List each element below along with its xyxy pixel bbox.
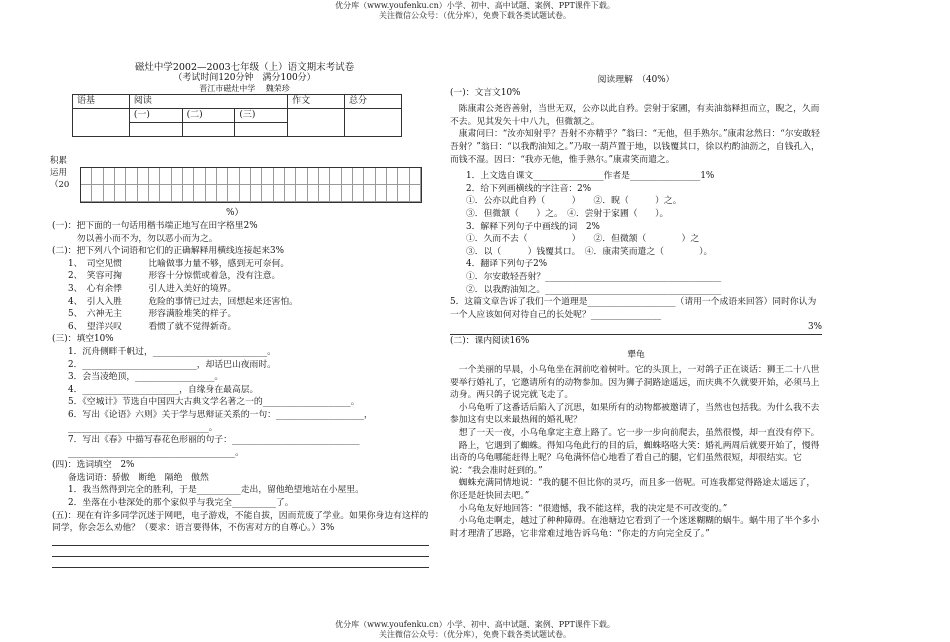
grid-cell[interactable]: [296, 185, 307, 202]
grid-cell[interactable]: [81, 168, 92, 185]
reading-heading: 阅读理解 （40%）: [597, 75, 675, 85]
reading-q4a: ①．尔安敢轻吾射？________________________________________: [466, 271, 722, 282]
fill-row: ______________________________________。: [68, 447, 244, 458]
grid-cell[interactable]: [330, 168, 341, 185]
classical-passage-2: 康肃问曰：“汝亦知射乎？吾射不亦精乎？”翁曰：“无他，但手熟尔。”康肃忿然曰：“尔安敢轻吾射？”翁曰：“以我酌油知之。”乃取一葫芦置于地，以钱覆其口，徐以杓酌油沥之，自钱孔入，而钱不湿。因曰：“我亦无他，惟手熟尔。”康肃笑而遣之。: [450, 129, 820, 165]
grid-cell[interactable]: [206, 168, 217, 185]
grid-cell[interactable]: [285, 185, 296, 202]
grid-cell[interactable]: [319, 185, 330, 202]
q1-heading: (一)：把下面的一句话用楷书端正地写在田字格里2%: [52, 221, 258, 231]
grid-cell[interactable]: [308, 168, 319, 185]
grid-cell[interactable]: [319, 168, 330, 185]
grid-cell[interactable]: [262, 185, 273, 202]
score-sub-3: (三): [235, 108, 288, 122]
grid-cell[interactable]: [364, 168, 375, 185]
grid-cell[interactable]: [308, 185, 319, 202]
exam-title: 磁灶中学2002—2003七年级（上）语文期末考试卷: [134, 62, 355, 73]
score-table: [72, 94, 402, 137]
story-paragraph: 一个美丽的早晨，小乌龟坐在洞前吃着树叶。它的头顶上，一对鸽子正在谈话：狮王二十八世要举行婚礼了，它邀请所有的动物参加。因为狮子洞路途遥远，而庆典不久就要开始，必须马上动身。两只鸽子说完就飞走了。: [450, 365, 820, 401]
story-paragraph: 小乌龟友好地回答：“很遗憾，我不能这样，我的决定是不可改变的。”: [450, 503, 728, 514]
story-paragraph: 小乌龟走啊走，越过了种种障碍。在池塘边它看到了一个迷迷糊糊的蜗牛。蜗牛用了半个多小时才理清了思路，它非常难过地告诉乌龟：“你走的方向完全反了。”: [450, 516, 820, 539]
grid-cell[interactable]: [296, 168, 307, 185]
reading-q3: 3．解释下列句子中画线的词 2%: [466, 221, 600, 232]
grid-cell[interactable]: [217, 185, 228, 202]
reading-q1: 1．上文选自课文________________作者是________________1%: [466, 171, 715, 182]
q4-heading: (四)：选词填空 2%: [52, 460, 135, 471]
grid-cell[interactable]: [81, 185, 92, 202]
side-label-end: %）: [226, 208, 244, 218]
grid-cell[interactable]: [353, 168, 364, 185]
grid-cell[interactable]: [240, 168, 251, 185]
grid-cell[interactable]: [172, 185, 183, 202]
grid-cell[interactable]: [149, 168, 160, 185]
reading-q2b: ③．但微颔（ ）之。 ④．尝射于家圃（ ）。: [466, 208, 669, 219]
grid-cell[interactable]: [194, 185, 205, 202]
grid-cell[interactable]: [251, 168, 262, 185]
choice-row: 1．我当然得到完全的胜利，于是__________走出，留他绝望地站在小屋里。: [68, 485, 364, 496]
classical-heading: (一)：文言文10%: [450, 87, 521, 98]
q1-text: 勿以善小而不为，勿以恶小而为之。: [68, 233, 218, 244]
story-paragraph: 想了一天一夜，小乌龟拿定主意上路了。它一步一步向前爬去，虽然很慢，却一直没有停下。: [450, 428, 820, 439]
fill-row: 6．写出《论语》六则》关于学与思辩证关系的一句：____________________，: [68, 409, 373, 420]
grid-cell[interactable]: [172, 168, 183, 185]
grid-cell[interactable]: [149, 185, 160, 202]
grid-cell[interactable]: [398, 168, 409, 185]
grid-cell[interactable]: [228, 185, 239, 202]
grid-cell[interactable]: [376, 168, 387, 185]
grid-cell[interactable]: [251, 185, 262, 202]
reading-q4: 4．翻译下列句子2%: [466, 259, 548, 270]
grid-cell[interactable]: [342, 185, 353, 202]
grid-cell[interactable]: [274, 185, 285, 202]
header-line-2: 关注微信公众号：（优分库），免费下载各类试题试卷。: [379, 11, 571, 20]
fill-row: 3．会当凌绝顶，__________________。: [68, 372, 224, 383]
score-sub-1: (一): [129, 108, 182, 122]
reading-q4b: ②．以我酌油知之。________________________________________: [466, 284, 722, 295]
answer-line[interactable]: [52, 535, 429, 546]
grid-cell[interactable]: [410, 185, 421, 202]
exam-meta: （考试时间120分钟 满分100分）: [173, 73, 316, 84]
right-column: [450, 62, 822, 540]
grid-cell[interactable]: [92, 168, 103, 185]
score-head-zongfen: 总分: [345, 94, 402, 108]
grid-cell[interactable]: [353, 185, 364, 202]
reading-q3b: ③．以（ ）钱覆其口。 ④．康肃笑而遣之（ ）。: [466, 246, 713, 257]
reading-q5-score: 3%: [450, 321, 822, 335]
q5-prompt: (五)：现在有许多同学沉迷于网吧，电子游戏，不能自拔，因而荒废了学业。如果你身边有这样的同学，你会怎么劝他？（要求：语言要得体，不伤害对方的自尊心。）3%: [52, 510, 429, 534]
left-questions: [52, 220, 437, 568]
grid-cell[interactable]: [285, 168, 296, 185]
grid-cell[interactable]: [330, 185, 341, 202]
text-reading-heading: (二)：课内阅读16%: [450, 335, 530, 346]
match-row: 4、 引人入胜 危险的事情已过去，回想起来还害怕。: [68, 296, 298, 307]
tianzi-grid[interactable]: [80, 167, 422, 203]
grid-cell[interactable]: [104, 168, 115, 185]
grid-cell[interactable]: [398, 185, 409, 202]
story-title: 犟龟: [627, 350, 645, 361]
grid-cell[interactable]: [410, 168, 421, 185]
side-label: 积累运用（20: [50, 156, 70, 190]
match-row: 5、 六神无主 形容满脸堆笑的样子。: [68, 309, 237, 320]
header-line-1: 优分库（www.youfenku.cn）小学、初中、高中试题、案例、PPT课件下载。: [335, 1, 615, 10]
match-row: 1、 司空见惯 比喻做事力量不够，感到无可奈何。: [68, 258, 290, 269]
match-row: 6、 望洋兴叹 看惯了就不觉得新奇。: [68, 321, 237, 332]
score-sub-2: (二): [182, 108, 235, 122]
grid-cell[interactable]: [228, 168, 239, 185]
q2-heading: (二)：把下列八个词语和它们的正确解释用横线连接起来3%: [52, 246, 284, 257]
grid-cell[interactable]: [342, 168, 353, 185]
exam-author: 晋江市磁灶中学 魏荣珍: [199, 84, 290, 94]
grid-cell[interactable]: [274, 168, 285, 185]
grid-cell[interactable]: [387, 168, 398, 185]
grid-cell[interactable]: [126, 168, 137, 185]
grid-cell[interactable]: [138, 185, 149, 202]
footer-line-2: 关注微信公众号：（优分库），免费下载各类试题试卷。: [379, 630, 571, 639]
story-paragraph: 蜘蛛充满同情地说：“我的腿不但比你的灵巧，而且多一倍呢。可连我都觉得路途太遥远了，你还是赶快回去吧。”: [450, 478, 816, 501]
grid-cell[interactable]: [126, 185, 137, 202]
score-head-yuji: 语基: [73, 94, 130, 108]
match-row: 3、 心有余悸 引人进入美好的境界。: [68, 283, 237, 294]
match-row: 2、 笑容可掬 形容十分惊慌或着急，没有注意。: [68, 271, 281, 282]
grid-cell[interactable]: [194, 168, 205, 185]
grid-cell[interactable]: [160, 185, 171, 202]
grid-cell[interactable]: [387, 185, 398, 202]
answer-line[interactable]: [52, 557, 429, 568]
answer-line[interactable]: [52, 546, 429, 557]
grid-cell[interactable]: [376, 185, 387, 202]
reading-q2a: ①．公亦以此自矜（ ） ②．睨（ ）之。: [466, 196, 682, 207]
fill-row: 2．__________________________，却话巴山夜雨时。: [68, 359, 276, 370]
classical-passage-1: 陈康肃公尧咨善射，当世无双，公亦以此自矜。尝射于家圃，有卖油翁释担而立，睨之，久而不去。见其发矢十中八九，但微颔之。: [450, 104, 820, 127]
fill-row: 1．沉舟侧畔千帆过，__________________________。: [68, 346, 276, 357]
fill-row: 4．______________________，自缘身在最高层。: [68, 384, 259, 395]
grid-cell[interactable]: [183, 185, 194, 202]
fill-row: ________________________________。: [68, 422, 218, 433]
q3-heading: (三)：填空10%: [52, 334, 114, 345]
grid-cell[interactable]: [206, 185, 217, 202]
grid-cell[interactable]: [138, 168, 149, 185]
score-head-yuedu: 阅读: [129, 94, 287, 108]
grid-cell[interactable]: [364, 185, 375, 202]
reading-q5: 5．这篇文章告诉了我们一个道理是____________________（请用一个成语来回答）同时你认为一个人应该如何对待自己的长处呢？________________: [450, 297, 817, 320]
grid-cell[interactable]: [92, 185, 103, 202]
grid-cell[interactable]: [104, 185, 115, 202]
grid-cell[interactable]: [262, 168, 273, 185]
grid-cell[interactable]: [183, 168, 194, 185]
grid-cell[interactable]: [115, 185, 126, 202]
choice-row: 2．坐落在小巷深处的那个家似乎与我完全__________了。: [68, 498, 294, 509]
grid-cell[interactable]: [115, 168, 126, 185]
reading-q2: 2．给下列画横线的字注音：2%: [466, 183, 592, 194]
word-bank: 备选词语：骄傲 断绝 隔绝 傲然: [68, 472, 209, 483]
grid-cell[interactable]: [217, 168, 228, 185]
fill-row: 5．《空城计》节选自中国四大古典文学名著之一的____________________。: [68, 397, 360, 408]
story-paragraph: 路上，它遇到了蜘蛛。得知乌龟此行的目的后，蜘蛛咯咯大笑：婚礼两周后就要开始了，慢得出奇的乌龟哪能赶得上呢？乌龟满怀信心地看了看自己的腿，它们虽然很短，却很结实。它说：“我会准时赶到的。”: [450, 440, 820, 476]
grid-cell[interactable]: [240, 185, 251, 202]
fill-row: 7．写出《春》中描写春花色形丽的句子：_____________________________: [68, 435, 360, 446]
reading-q3a: ①．久而不去（ ） ②．但微颔（ ）之: [466, 234, 700, 245]
footer-line-1: 优分库（www.youfenku.cn）小学、初中、高中试题、案例、PPT课件下载。: [335, 620, 615, 629]
score-head-zuowen: 作文: [288, 94, 345, 108]
story-paragraph: 小乌龟听了这番话后陷入了沉思，如果所有的动物都被邀请了，当然也包括我。为什么我不去参加这有史以来最热闹的婚礼呢？: [450, 402, 820, 426]
left-column: [52, 62, 437, 137]
grid-cell[interactable]: [160, 168, 171, 185]
